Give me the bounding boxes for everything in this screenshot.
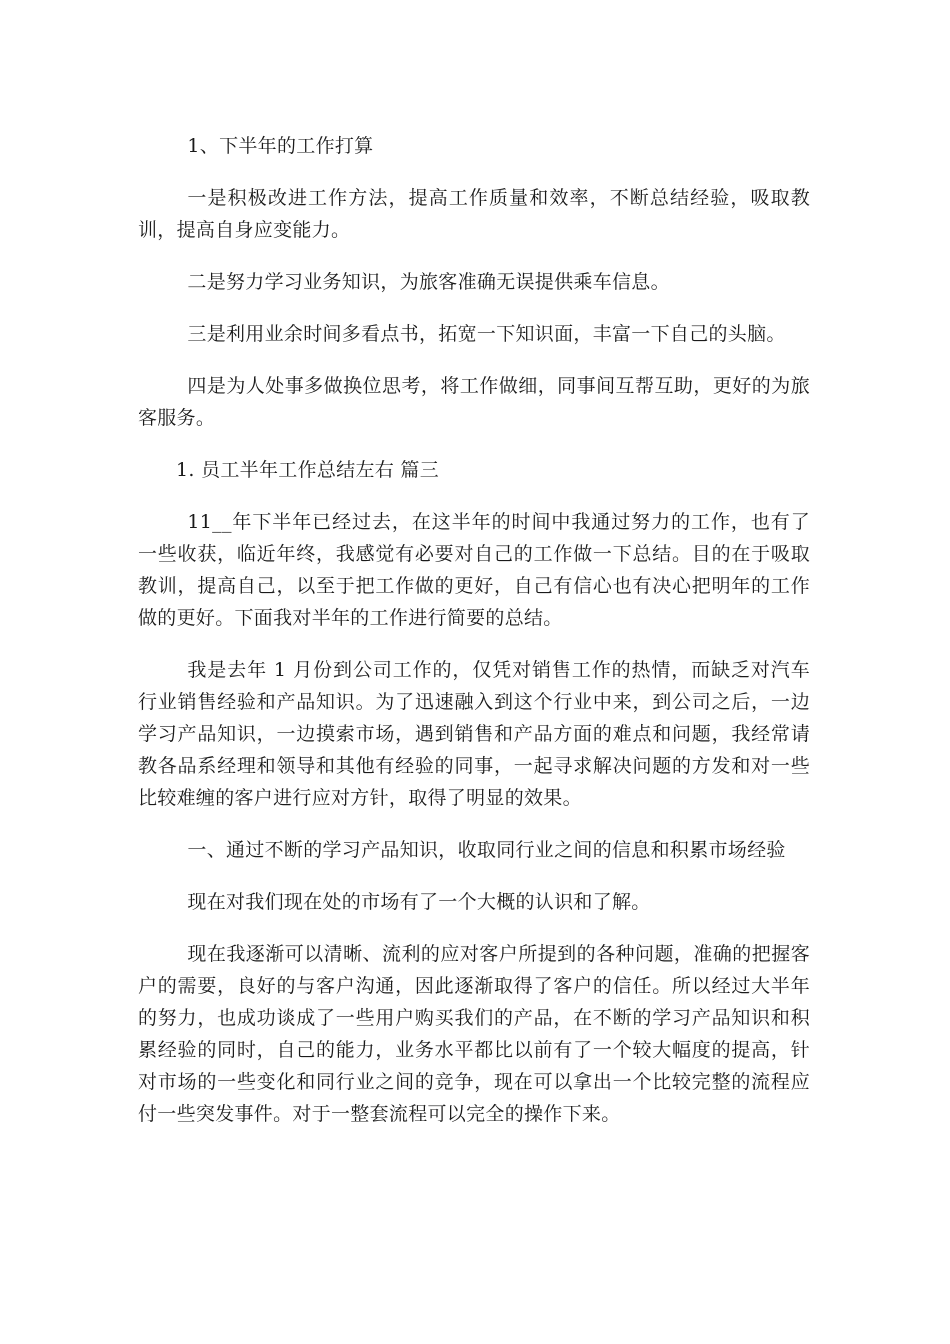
paragraph-plan-four: 四是为人处事多做换位思考，将工作做细，同事间互帮互助，更好的为旅客服务。: [138, 375, 810, 429]
paragraph-progress: 现在我逐渐可以清晰、流利的应对客户所提到的各种问题，准确的把握客户的需要，良好的与客户沟通，因此逐渐取得了客户的信任。所以经过大半年的努力，也成功谈成了一些用户购买我们的产品，在不断的学习产品知识和积累经验的同时，自己的能力，业务水平都比以前有了一个较大幅度的提高，针对市场的一些变化和同行业之间的竞争，现在可以拿出一个比较完整的流程应付一些突发事件。对于一整套流程可以完全的操作下来。: [138, 943, 810, 1125]
article-heading-part-three: 1. 员工半年工作总结左右 篇三: [176, 459, 440, 481]
document-body: [138, 130, 810, 1150]
paragraph-plan-two: 二是努力学习业务知识，为旅客准确无误提供乘车信息。: [187, 271, 670, 293]
paragraph-background: 我是去年 1 月份到公司工作的，仅凭对销售工作的热情，而缺乏对汽车行业销售经验和产品知识。为了迅速融入到这个行业中来，到公司之后，一边学习产品知识，一边摸索市场，遇到销售和产品方面的难点和问题，我经常请教各品系经理和领导和其他有经验的同事，一起寻求解决问题的方发和对一些比较难缠的客户进行应对方针，取得了明显的效果。: [138, 659, 810, 809]
section-heading-plan: 1、下半年的工作打算: [187, 135, 374, 157]
paragraph-plan-three: 三是利用业余时间多看点书，拓宽一下知识面，丰富一下自己的头脑。: [187, 323, 786, 345]
paragraph-plan-one: 一是积极改进工作方法，提高工作质量和效率，不断总结经验，吸取教训，提高自身应变能力。: [138, 187, 810, 241]
paragraph-market-understanding: 现在对我们现在处的市场有了一个大概的认识和了解。: [187, 891, 651, 913]
section-heading-learning: 一、通过不断的学习产品知识，收取同行业之间的信息和积累市场经验: [187, 839, 786, 861]
paragraph-intro: 11__年下半年已经过去，在这半年的时间中我通过努力的工作，也有了一些收获，临近年终，我感觉有必要对自己的工作做一下总结。目的在于吸取教训，提高自己，以至于把工作做的更好，自己有信心也有决心把明年的工作做的更好。下面我对半年的工作进行简要的总结。: [138, 511, 810, 629]
